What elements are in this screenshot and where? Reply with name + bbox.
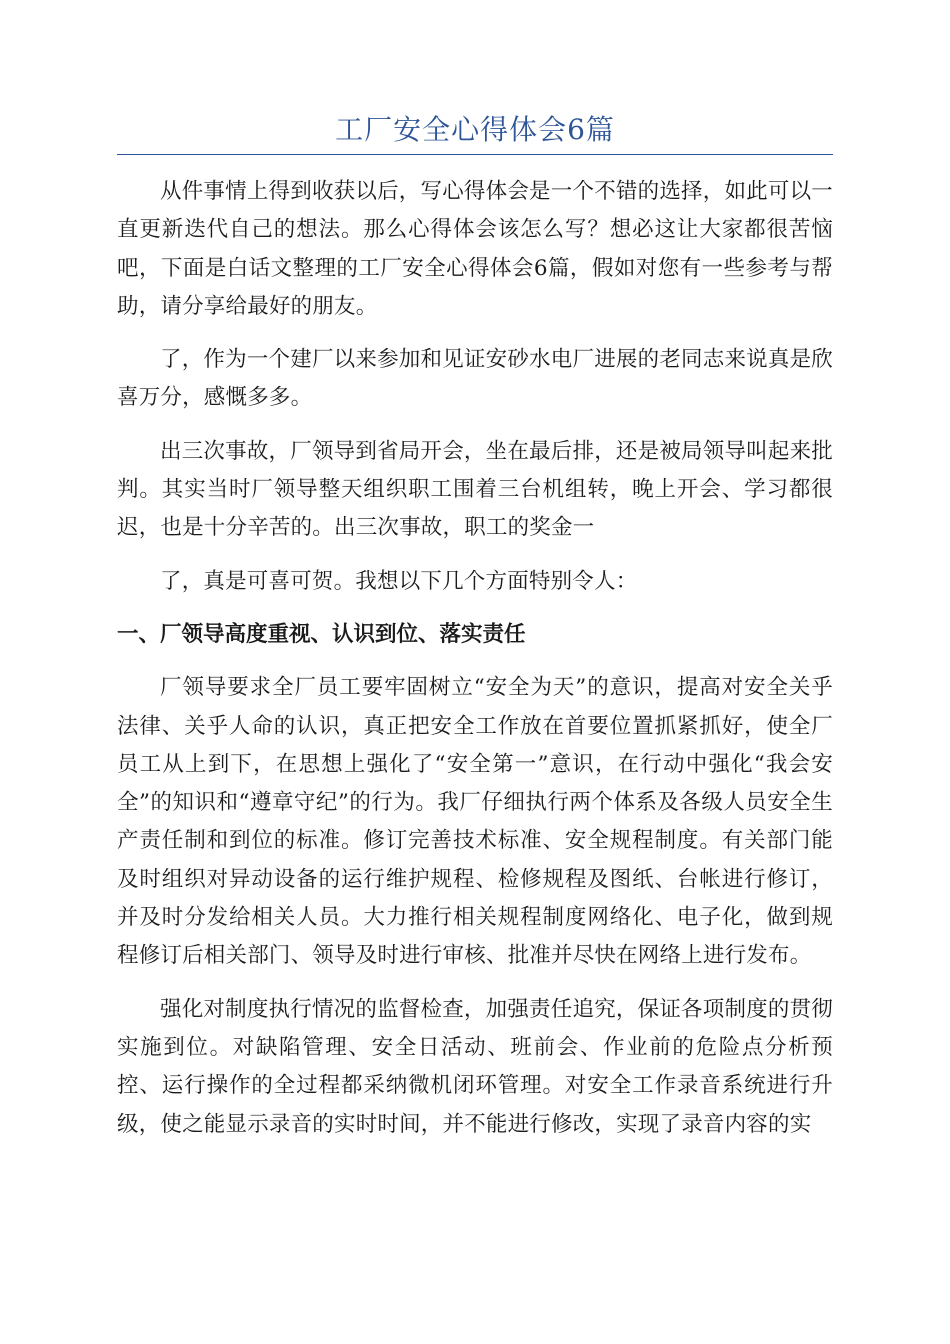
document-page (117, 110, 833, 1159)
section-paragraph: 强化对制度执行情况的监督检查，加强责任追究，保证各项制度的贯彻实施到位。对缺陷管理、安全日活动、班前会、作业前的危险点分析预控、运行操作的全过程都采纳微机闭环管理。对安全工作录音系统进行升级，使之能显示录音的实时时间，并不能进行修改，实现了录音内容的实 (117, 996, 833, 1137)
body-paragraph: 出三次事故，厂领导到省局开会，坐在最后排，还是被局领导叫起来批判。其实当时厂领导整天组织职工围着三台机组转，晚上开会、学习都很迟，也是十分辛苦的。出三次事故，职工的奖金一 (117, 438, 833, 541)
title-underline (117, 154, 833, 155)
section-heading: 一、厂领导高度重视、认识到位、落实责任 (117, 621, 526, 647)
intro-paragraph: 从件事情上得到收获以后，写心得体会是一个不错的选择，如此可以一直更新迭代自己的想法。那么心得体会该怎么写？想必这让大家都很苦恼吧，下面是白话文整理的工厂安全心得体会6篇，假如对您有一些参考与帮助，请分享给最好的朋友。 (117, 179, 833, 319)
body-paragraph: 了，真是可喜可贺。我想以下几个方面特别令人： (160, 568, 638, 594)
body-paragraph: 了，作为一个建厂以来参加和见证安砂水电厂进展的老同志来说真是欣喜万分，感慨多多。 (117, 347, 833, 411)
section-paragraph: 厂领导要求全厂员工要牢固树立“安全为天”的意识，提高对安全关乎法律、关乎人命的认识，真正把安全工作放在首要位置抓紧抓好，使全厂员工从上到下，在思想上强化了“安全第一”意识，在行动中强化“我会安全”的知识和“遵章守纪”的行为。我厂仔细执行两个体系及各级人员安全生产责任制和到位的标准。修订完善技术标准、安全规程制度。有关部门能及时组织对异动设备的运行维护规程、检修规程及图纸、台帐进行修订，并及时分发给相关人员。大力推行相关规程制度网络化、电子化，做到规程修订后相关部门、领导及时进行审核、批准并尽快在网络上进行发布。 (117, 675, 833, 969)
document-title: 工厂安全心得体会6篇 (335, 113, 615, 146)
